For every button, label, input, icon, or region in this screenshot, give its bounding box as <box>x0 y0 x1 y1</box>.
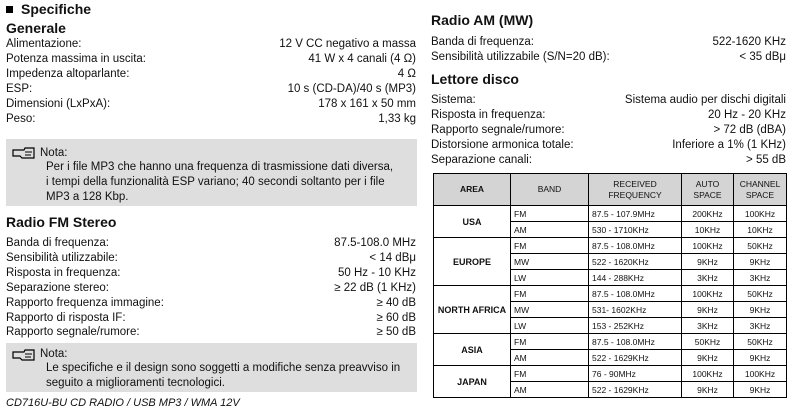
section-heading-am: Radio AM (MW) <box>431 12 534 28</box>
spec-value: Sistema audio per dischi digitali <box>624 94 786 106</box>
generale-spec-row <box>6 82 416 96</box>
spec-value: > 55 dB <box>746 153 786 166</box>
auto-space-cell: 3KHz <box>682 318 734 334</box>
area-cell: USA <box>434 206 511 238</box>
channel-space-cell: 9KHz <box>734 302 787 318</box>
column-header-area: AREA <box>434 174 511 206</box>
spec-value: 50 Hz - 10 KHz <box>338 266 416 279</box>
spec-label: Rapporto segnale/rumore: <box>6 326 140 339</box>
frequency-cell: 87.5 - 108.0MHz <box>589 286 682 302</box>
band-cell: LW <box>511 270 589 286</box>
column-header-channel-space: CHANNEL SPACE <box>734 174 787 206</box>
spec-value: 10 s (CD-DA)/40 s (MP3) <box>287 82 416 95</box>
section-heading-fm: Radio FM Stereo <box>6 214 117 230</box>
spec-value: < 35 dBμ <box>739 50 786 63</box>
auto-space-cell: 100KHz <box>682 286 734 302</box>
note-text <box>46 361 400 391</box>
model-footer: CD716U-BU CD RADIO / USB MP3 / WMA 12V <box>6 397 240 409</box>
auto-space-cell: 9KHz <box>682 350 734 366</box>
note-label: Nota: <box>40 348 68 360</box>
generale-spec-row <box>6 52 416 66</box>
spec-label: Sensibilità utilizzabile (S/N=20 dB): <box>431 50 610 63</box>
area-cell: NORTH AFRICA <box>434 286 511 334</box>
spec-value: 178 x 161 x 50 mm <box>318 97 416 110</box>
channel-space-cell: 9KHz <box>734 254 787 270</box>
generale-spec-row <box>6 67 416 81</box>
band-cell: FM <box>511 366 589 382</box>
pointing-hand-icon <box>12 348 36 362</box>
fm-spec-row <box>6 296 416 310</box>
am-spec-row <box>431 35 786 49</box>
auto-space-cell: 3KHz <box>682 270 734 286</box>
frequency-cell: 531- 1602KHz <box>589 302 682 318</box>
band-cell: AM <box>511 382 589 398</box>
generale-spec-row <box>6 112 416 126</box>
spec-value: 4 Ω <box>397 67 416 80</box>
disco-spec-row <box>431 123 786 137</box>
am-spec-row <box>431 50 786 64</box>
note-line: Le specifiche e il design sono soggetti a modifiche senza preavviso in <box>46 362 401 374</box>
channel-space-cell: 50KHz <box>734 334 787 350</box>
disco-spec-row <box>431 108 786 122</box>
band-cell: MW <box>511 302 589 318</box>
column-header-auto-space: AUTO SPACE <box>682 174 734 206</box>
frequency-cell: 522 - 1629KHz <box>589 382 682 398</box>
disco-spec-row <box>431 153 786 167</box>
auto-space-cell: 100KHz <box>682 366 734 382</box>
channel-space-cell: 9KHz <box>734 350 787 366</box>
auto-space-cell: 200KHz <box>682 206 734 222</box>
note-line: i tempi della funzionalità ESP variano; 40 secondi soltanto per i file <box>46 176 385 188</box>
auto-space-cell: 100KHz <box>682 238 734 254</box>
channel-space-cell: 50KHz <box>734 286 787 302</box>
area-cell: ASIA <box>434 334 511 366</box>
spec-label: ESP: <box>6 82 33 95</box>
frequency-cell: 153 - 252KHz <box>589 318 682 334</box>
band-cell: MW <box>511 254 589 270</box>
generale-spec-row <box>6 97 416 111</box>
spec-value: 522-1620 KHz <box>712 36 786 48</box>
spec-label: Distorsione armonica totale: <box>431 138 574 151</box>
spec-label: Rapporto frequenza immagine: <box>6 296 164 309</box>
band-cell: FM <box>511 334 589 350</box>
spec-value: 41 W x 4 canali (4 Ω) <box>308 52 416 65</box>
frequency-table <box>433 173 787 398</box>
column-header-band: BAND <box>511 174 589 206</box>
area-cell: EUROPE <box>434 238 511 286</box>
spec-value: 1,33 kg <box>378 112 416 125</box>
page-title <box>6 1 91 17</box>
disco-spec-row <box>431 93 786 107</box>
spec-label: Dimensioni (LxPxA): <box>6 97 111 110</box>
frequency-cell: 76 - 90MHz <box>589 366 682 382</box>
page-title-text: Specifiche <box>21 1 92 17</box>
note-box-esp <box>6 139 417 206</box>
note-line: MP3 a 128 Kbp. <box>46 191 129 203</box>
frequency-cell: 87.5 - 107.9MHz <box>589 206 682 222</box>
channel-space-cell: 10KHz <box>734 222 787 238</box>
bullet-square-icon <box>6 6 13 13</box>
spec-label: Banda di frequenza: <box>431 36 534 48</box>
table-header-row <box>434 174 787 206</box>
fm-spec-row <box>6 236 416 250</box>
fm-spec-row <box>6 251 416 265</box>
spec-label: Banda di frequenza: <box>6 237 109 249</box>
spec-label: Separazione stereo: <box>6 281 109 294</box>
auto-space-cell: 50KHz <box>682 334 734 350</box>
channel-space-cell: 50KHz <box>734 238 787 254</box>
auto-space-cell: 9KHz <box>682 302 734 318</box>
fm-spec-row <box>6 311 416 325</box>
spec-label: Separazione canali: <box>431 153 533 166</box>
auto-space-cell: 10KHz <box>682 222 734 238</box>
frequency-cell: 87.5 - 108.0MHz <box>589 334 682 350</box>
frequency-cell: 522 - 1620KHz <box>589 254 682 270</box>
spec-label: Peso: <box>6 112 36 125</box>
spec-value: 20 Hz - 20 KHz <box>708 108 786 121</box>
note-box-design <box>6 343 417 392</box>
table-row <box>434 286 787 302</box>
channel-space-cell: 9KHz <box>734 382 787 398</box>
generale-spec-row <box>6 37 416 51</box>
spec-value: ≥ 40 dB <box>376 296 416 309</box>
spec-label: Alimentazione: <box>6 38 82 50</box>
table-row <box>434 366 787 382</box>
spec-label: Potenza massima in uscita: <box>6 52 146 65</box>
frequency-cell: 144 - 288KHz <box>589 270 682 286</box>
band-cell: AM <box>511 222 589 238</box>
channel-space-cell: 3KHz <box>734 270 787 286</box>
spec-value: < 14 dBμ <box>369 251 416 264</box>
note-line: seguito a miglioramenti tecnologici. <box>46 377 225 389</box>
spec-value: > 72 dB (dBA) <box>713 123 786 136</box>
note-text <box>46 160 393 205</box>
column-header-received-frequency: RECEIVED FREQUENCY <box>589 174 682 206</box>
spec-value: ≥ 22 dB (1 KHz) <box>334 281 416 294</box>
spec-label: Sistema: <box>431 94 476 106</box>
spec-label: Rapporto di risposta IF: <box>6 311 126 324</box>
band-cell: LW <box>511 318 589 334</box>
fm-spec-row <box>6 325 416 339</box>
section-heading-generale: Generale <box>6 20 66 36</box>
auto-space-cell: 9KHz <box>682 382 734 398</box>
spec-label: Rapporto segnale/rumore: <box>431 123 565 136</box>
spec-value: Inferiore a 1% (1 KHz) <box>672 138 786 151</box>
band-cell: FM <box>511 206 589 222</box>
band-cell: FM <box>511 286 589 302</box>
area-cell: JAPAN <box>434 366 511 398</box>
frequency-cell: 522 - 1629KHz <box>589 350 682 366</box>
pointing-hand-icon <box>12 146 36 160</box>
section-heading-disco: Lettore disco <box>431 71 519 87</box>
band-cell: AM <box>511 350 589 366</box>
disco-spec-row <box>431 138 786 152</box>
spec-value: 87.5-108.0 MHz <box>334 237 416 249</box>
spec-value: 12 V CC negativo a massa <box>279 38 416 50</box>
channel-space-cell: 100KHz <box>734 366 787 382</box>
frequency-cell: 87.5 - 108.0MHz <box>589 238 682 254</box>
note-line: Per i file MP3 che hanno una frequenza di trasmissione dati diversa, <box>46 161 394 173</box>
spec-value: ≥ 60 dB <box>376 311 416 324</box>
table-row <box>434 238 787 254</box>
auto-space-cell: 9KHz <box>682 254 734 270</box>
table-row <box>434 206 787 222</box>
spec-label: Risposta in frequenza: <box>431 108 546 121</box>
table-row <box>434 334 787 350</box>
channel-space-cell: 100KHz <box>734 206 787 222</box>
note-label: Nota: <box>40 147 68 159</box>
fm-spec-row <box>6 266 416 280</box>
spec-label: Impedenza altoparlante: <box>6 67 130 80</box>
frequency-cell: 530 - 1710KHz <box>589 222 682 238</box>
spec-value: ≥ 50 dB <box>376 326 416 339</box>
fm-spec-row <box>6 281 416 295</box>
band-cell: FM <box>511 238 589 254</box>
channel-space-cell: 3KHz <box>734 318 787 334</box>
spec-label: Risposta in frequenza: <box>6 266 121 279</box>
spec-label: Sensibilità utilizzabile: <box>6 251 118 264</box>
